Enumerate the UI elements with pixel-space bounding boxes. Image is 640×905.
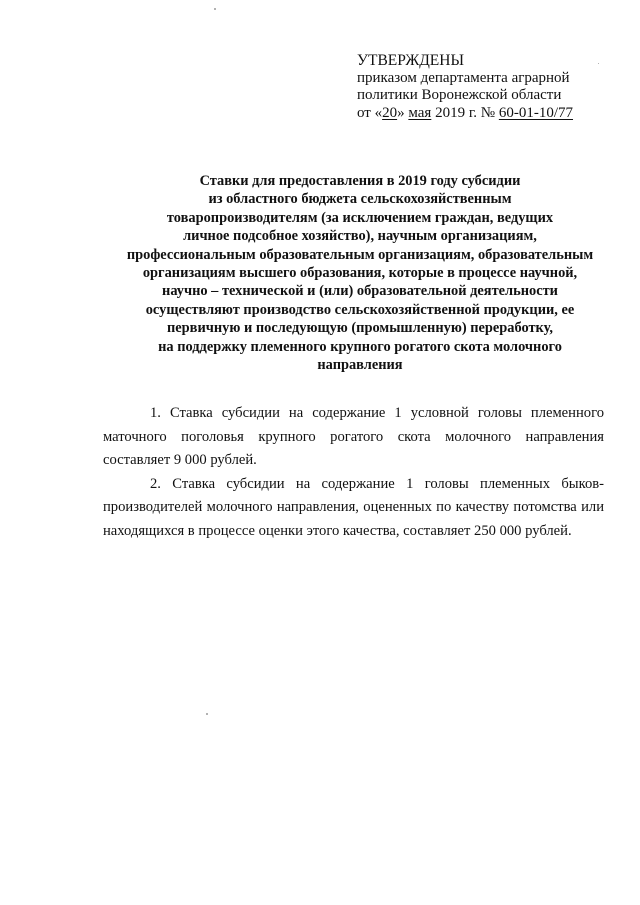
document-body [103, 402, 604, 544]
scan-speck [214, 8, 216, 10]
paragraph-rate-breeding-stock: 1. Ставка субсидии на содержание 1 условной головы племенного маточного поголовья крупного рогатого скота молочного направления составляет 9 000 рублей. [103, 405, 604, 469]
scan-speck [206, 713, 208, 715]
date-day: 20 [382, 104, 398, 121]
heading-line: из областного бюджета сельскохозяйственным [208, 191, 512, 208]
date-year: 2019 г. № [431, 104, 499, 121]
heading-line: научно – технической и (или) образовательной деятельности [162, 283, 558, 300]
heading-line: организациям высшего образования, которые в процессе научной, [142, 265, 578, 282]
heading-line: осуществляют производство сельскохозяйственной продукции, ее [145, 301, 575, 318]
heading-line: на поддержку племенного крупного рогатого скота молочного [158, 338, 562, 355]
date-prefix: от « [357, 104, 383, 121]
heading-line: профессиональным образовательным организациям, образовательным [126, 246, 594, 263]
heading-line: личное подсобное хозяйство), научным организациям, [183, 228, 537, 245]
document-heading [100, 172, 620, 374]
heading-line: направления [317, 357, 403, 374]
approval-block [357, 52, 627, 122]
date-mid: » [397, 104, 409, 121]
approval-order-line: приказом департамента аграрной [357, 69, 570, 86]
approval-date-line [357, 105, 627, 123]
approval-department-line: политики Воронежской области [357, 87, 562, 103]
approval-title: УТВЕРЖДЕНЫ [357, 52, 464, 69]
paragraph-rate-breeding-bulls: 2. Ставка субсидии на содержание 1 головы племенных быков-производителей молочного направления, оцененных по качеству потомства или находящихся в процессе оценки этого качества, составляет 250 000 рублей. [103, 475, 604, 539]
heading-line: Ставки для предоставления в 2019 году субсидии [199, 173, 521, 189]
heading-line: товаропроизводителям (за исключением граждан, ведущих [166, 209, 554, 226]
heading-line: первичную и последующую (промышленную) переработку, [167, 320, 553, 337]
date-month: мая [408, 104, 432, 121]
order-number: 60-01-10/77 [498, 104, 574, 121]
